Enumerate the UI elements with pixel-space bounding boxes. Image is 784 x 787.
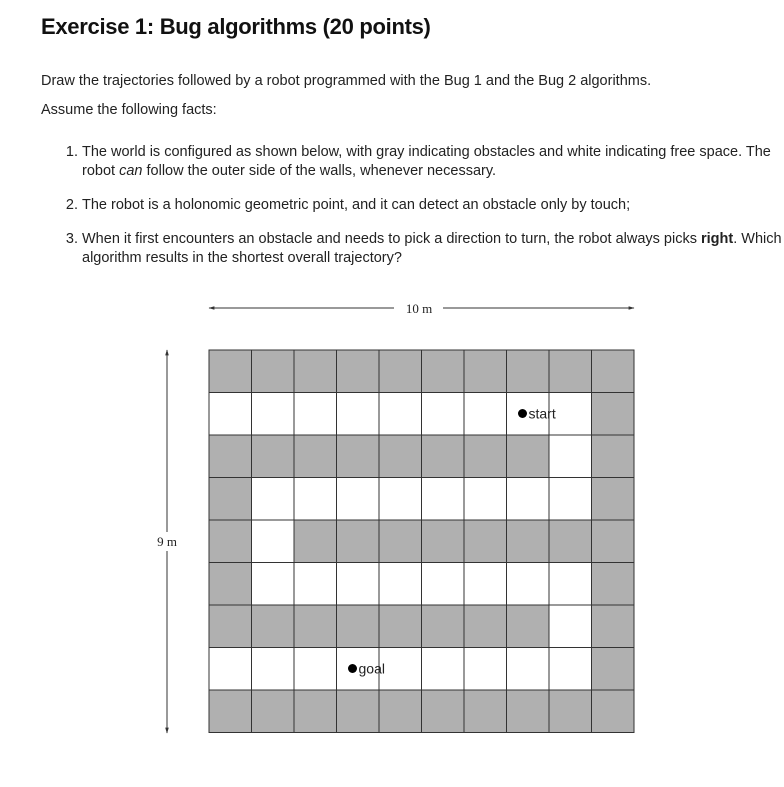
obstacle-cell xyxy=(592,393,635,436)
obstacle-cell xyxy=(592,605,635,648)
free-cell xyxy=(464,648,507,691)
width-label: 10 m xyxy=(405,301,433,316)
free-cell xyxy=(252,393,295,436)
obstacle-cell xyxy=(592,520,635,563)
obstacle-cell xyxy=(422,435,465,478)
obstacle-cell xyxy=(422,605,465,648)
free-cell xyxy=(379,563,422,606)
obstacle-cell xyxy=(337,520,380,563)
obstacle-cell xyxy=(252,605,295,648)
free-cell xyxy=(507,648,550,691)
free-cell xyxy=(209,648,252,691)
obstacle-cell xyxy=(422,690,465,733)
obstacle-cell xyxy=(209,690,252,733)
obstacle-cell xyxy=(507,435,550,478)
intro-line-1: Draw the trajectories followed by a robot programmed with the Bug 1 and the Bug 2 algorithms. xyxy=(41,73,652,89)
world-grid xyxy=(209,350,634,733)
obstacle-cell xyxy=(422,350,465,393)
obstacle-cell xyxy=(379,690,422,733)
free-cell xyxy=(294,478,337,521)
obstacle-cell xyxy=(507,605,550,648)
free-cell xyxy=(549,478,592,521)
obstacle-cell xyxy=(252,690,295,733)
obstacle-cell xyxy=(209,350,252,393)
fact-2-text: The robot is a holonomic geometric point, and it can detect an obstacle only by touch; xyxy=(82,197,631,213)
free-cell xyxy=(252,563,295,606)
obstacle-cell xyxy=(464,690,507,733)
fact-1-text-a: The world is configured as shown below, with gray indicating obstacles and white indicating free space. The robot xyxy=(82,144,771,179)
obstacle-cell xyxy=(209,605,252,648)
obstacle-cell xyxy=(379,520,422,563)
free-cell xyxy=(252,478,295,521)
obstacle-cell xyxy=(592,690,635,733)
obstacle-cell xyxy=(464,605,507,648)
obstacle-cell xyxy=(379,435,422,478)
free-cell xyxy=(337,563,380,606)
free-cell xyxy=(422,563,465,606)
obstacle-cell xyxy=(549,690,592,733)
obstacle-cell xyxy=(337,350,380,393)
obstacle-cell xyxy=(294,690,337,733)
free-cell xyxy=(379,648,422,691)
obstacle-cell xyxy=(252,435,295,478)
obstacle-cell xyxy=(464,435,507,478)
height-label: 9 m xyxy=(157,534,177,549)
intro-line-2: Assume the following facts: xyxy=(41,102,217,118)
goal-label: goal xyxy=(358,660,385,677)
obstacle-cell xyxy=(294,435,337,478)
free-cell xyxy=(507,478,550,521)
exercise-title: Exercise 1: Bug algorithms (20 points) xyxy=(41,14,431,39)
fact-1-emphasis: can xyxy=(119,163,143,179)
obstacle-cell xyxy=(507,520,550,563)
obstacle-cell xyxy=(464,350,507,393)
obstacle-cell xyxy=(592,478,635,521)
free-cell xyxy=(422,478,465,521)
obstacle-cell xyxy=(464,520,507,563)
free-cell xyxy=(294,393,337,436)
obstacle-cell xyxy=(209,563,252,606)
obstacle-cell xyxy=(379,350,422,393)
fact-1-text-b: follow the outer side of the walls, whenever necessary. xyxy=(142,163,497,179)
free-cell xyxy=(422,393,465,436)
free-cell xyxy=(549,648,592,691)
obstacle-cell xyxy=(549,520,592,563)
free-cell xyxy=(422,648,465,691)
obstacle-cell xyxy=(337,605,380,648)
obstacle-cell xyxy=(294,350,337,393)
obstacle-cell xyxy=(337,690,380,733)
obstacle-cell xyxy=(294,605,337,648)
fact-3-text-a: When it first encounters an obstacle and needs to pick a direction to turn, the robot always picks xyxy=(82,231,701,247)
free-cell xyxy=(209,393,252,436)
obstacle-cell xyxy=(592,563,635,606)
start-dot xyxy=(518,409,527,418)
obstacle-cell xyxy=(507,350,550,393)
obstacle-cell xyxy=(549,350,592,393)
free-cell xyxy=(379,393,422,436)
obstacle-cell xyxy=(294,520,337,563)
free-cell xyxy=(294,648,337,691)
obstacle-cell xyxy=(337,435,380,478)
free-cell xyxy=(549,605,592,648)
obstacle-cell xyxy=(592,435,635,478)
free-cell xyxy=(252,648,295,691)
free-cell xyxy=(464,393,507,436)
obstacle-cell xyxy=(209,520,252,563)
free-cell xyxy=(379,478,422,521)
obstacle-cell xyxy=(422,520,465,563)
obstacle-cell xyxy=(209,478,252,521)
obstacle-cell xyxy=(507,690,550,733)
obstacle-cell xyxy=(209,435,252,478)
free-cell xyxy=(337,478,380,521)
obstacle-cell xyxy=(252,350,295,393)
start-label: start xyxy=(528,405,556,422)
free-cell xyxy=(294,563,337,606)
free-cell xyxy=(507,563,550,606)
fact-3-strong: right xyxy=(701,231,734,247)
free-cell xyxy=(464,563,507,606)
free-cell xyxy=(252,520,295,563)
free-cell xyxy=(549,563,592,606)
obstacle-cell xyxy=(592,648,635,691)
goal-dot xyxy=(348,664,357,673)
free-cell xyxy=(464,478,507,521)
fact-3-text-b: . Which algorithm results in the shortest overall trajectory? xyxy=(82,231,782,266)
free-cell xyxy=(549,435,592,478)
obstacle-cell xyxy=(379,605,422,648)
obstacle-cell xyxy=(592,350,635,393)
free-cell xyxy=(337,393,380,436)
